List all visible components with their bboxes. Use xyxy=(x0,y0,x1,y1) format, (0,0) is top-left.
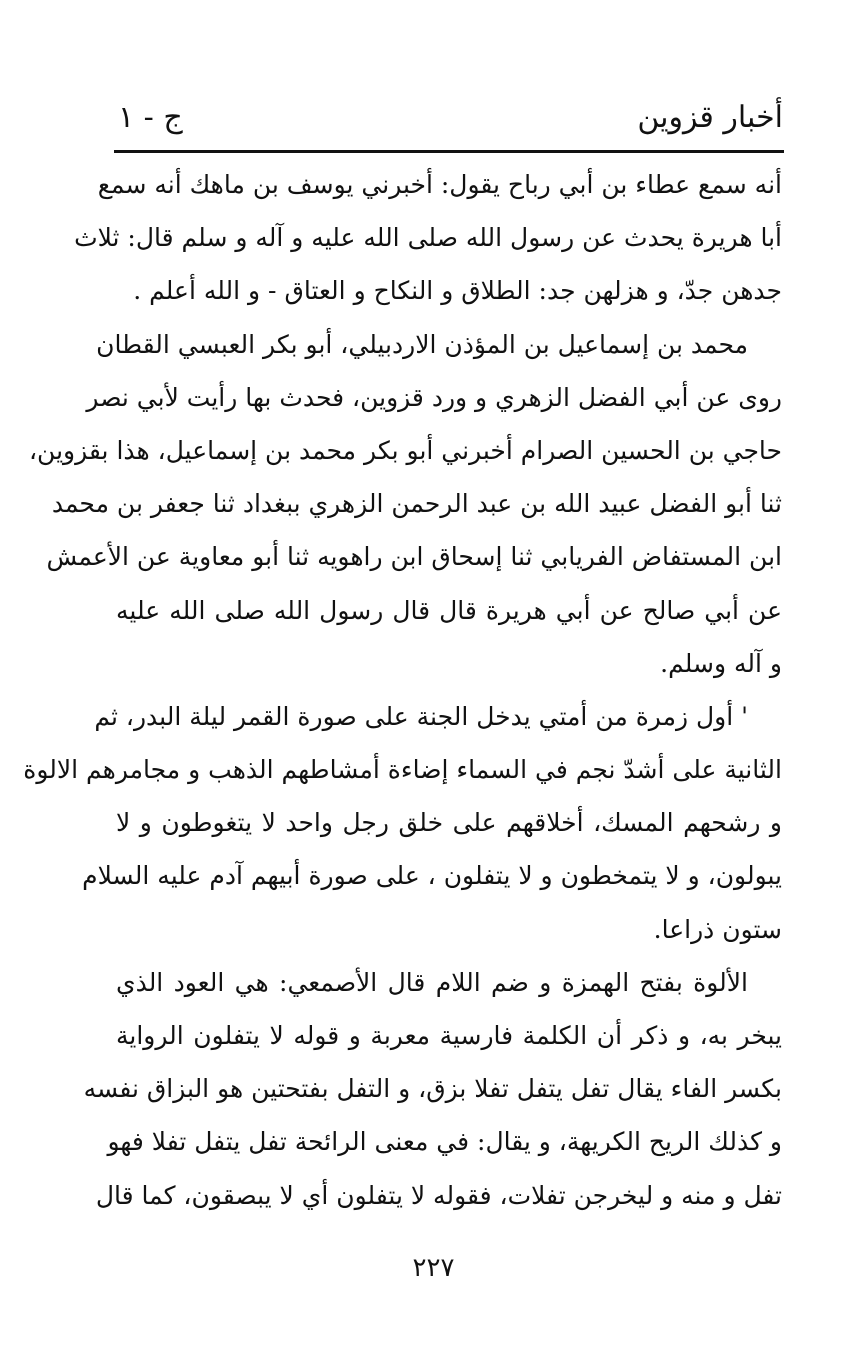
running-header xyxy=(118,92,783,148)
text-line: الثانية على أشدّ نجم في السماء إضاءة أمشاطهم الذهب و مجامرهم الالوة xyxy=(23,755,782,785)
text-line: و كذلك الريح الكريهة، و يقال: في معنى الرائحة تفل يتفل تفلا فهو xyxy=(107,1127,782,1157)
text-line: تفل و منه و ليخرجن تفلات، فقوله لا يتفلون أي لا يبصقون، كما قال xyxy=(95,1180,782,1210)
page-number: ٢٢٧ xyxy=(412,1253,455,1283)
text-line: و رشحهم المسك، أخلاقهم على خلق رجل واحد لا يتغوطون و لا xyxy=(116,808,782,838)
body-text xyxy=(23,158,782,1222)
text-line: عن أبي صالح عن أبي هريرة قال قال رسول الله صلى الله عليه xyxy=(116,595,782,625)
text-line: بكسر الفاء يقال تفل يتفل تفلا بزق، و التفل بفتحتين هو البزاق نفسه xyxy=(83,1074,782,1104)
text-line: أنه سمع عطاء بن أبي رباح يقول: أخبرني يوسف بن ماهك أنه سمع xyxy=(97,170,782,199)
text-line: جدهن جدّ، و هزلهن جد: الطلاق و النكاح و العتاق - و الله أعلم . xyxy=(133,276,782,306)
text-line: يبولون، و لا يتمخطون و لا يتفلون ، على صورة أبيهم آدم عليه السلام xyxy=(82,861,782,891)
text-line: محمد بن إسماعيل بن المؤذن الاردبيلي، أبو بكر العبسي القطان xyxy=(96,329,748,359)
text-line: ' أول زمرة من أمتي يدخل الجنة على صورة القمر ليلة البدر، ثم xyxy=(94,701,748,731)
volume-label: ج - ١ xyxy=(118,100,183,135)
text-line: روى عن أبي الفضل الزهري و ورد قزوين، فحدث بها رأيت لأبي نصر xyxy=(86,382,782,412)
text-line: ستون ذراعا. xyxy=(653,914,782,944)
text-line: و آله وسلم. xyxy=(660,648,782,678)
header-rule xyxy=(114,150,784,153)
text-line: الألوة بفتح الهمزة و ضم اللام قال الأصمعي: هي العود الذي xyxy=(116,967,748,997)
running-title: أخبار قزوين xyxy=(637,100,783,135)
text-line: حاجي بن الحسين الصرام أخبرني أبو بكر محمد بن إسماعيل، هذا بقزوين، xyxy=(28,435,782,465)
text-line: يبخر به، و ذكر أن الكلمة فارسية معربة و قوله لا يتفلون الرواية xyxy=(116,1021,782,1050)
text-line: أبا هريرة يحدث عن رسول الله صلى الله عليه و آله و سلم قال: ثلاث xyxy=(74,223,782,253)
text-line: ثنا أبو الفضل عبيد الله بن عبد الرحمن الزهري ببغداد ثنا جعفر بن محمد xyxy=(51,489,782,519)
text-line: ابن المستفاض الفريابي ثنا إسحاق ابن راهويه ثنا أبو معاوية عن الأعمش xyxy=(46,542,782,572)
